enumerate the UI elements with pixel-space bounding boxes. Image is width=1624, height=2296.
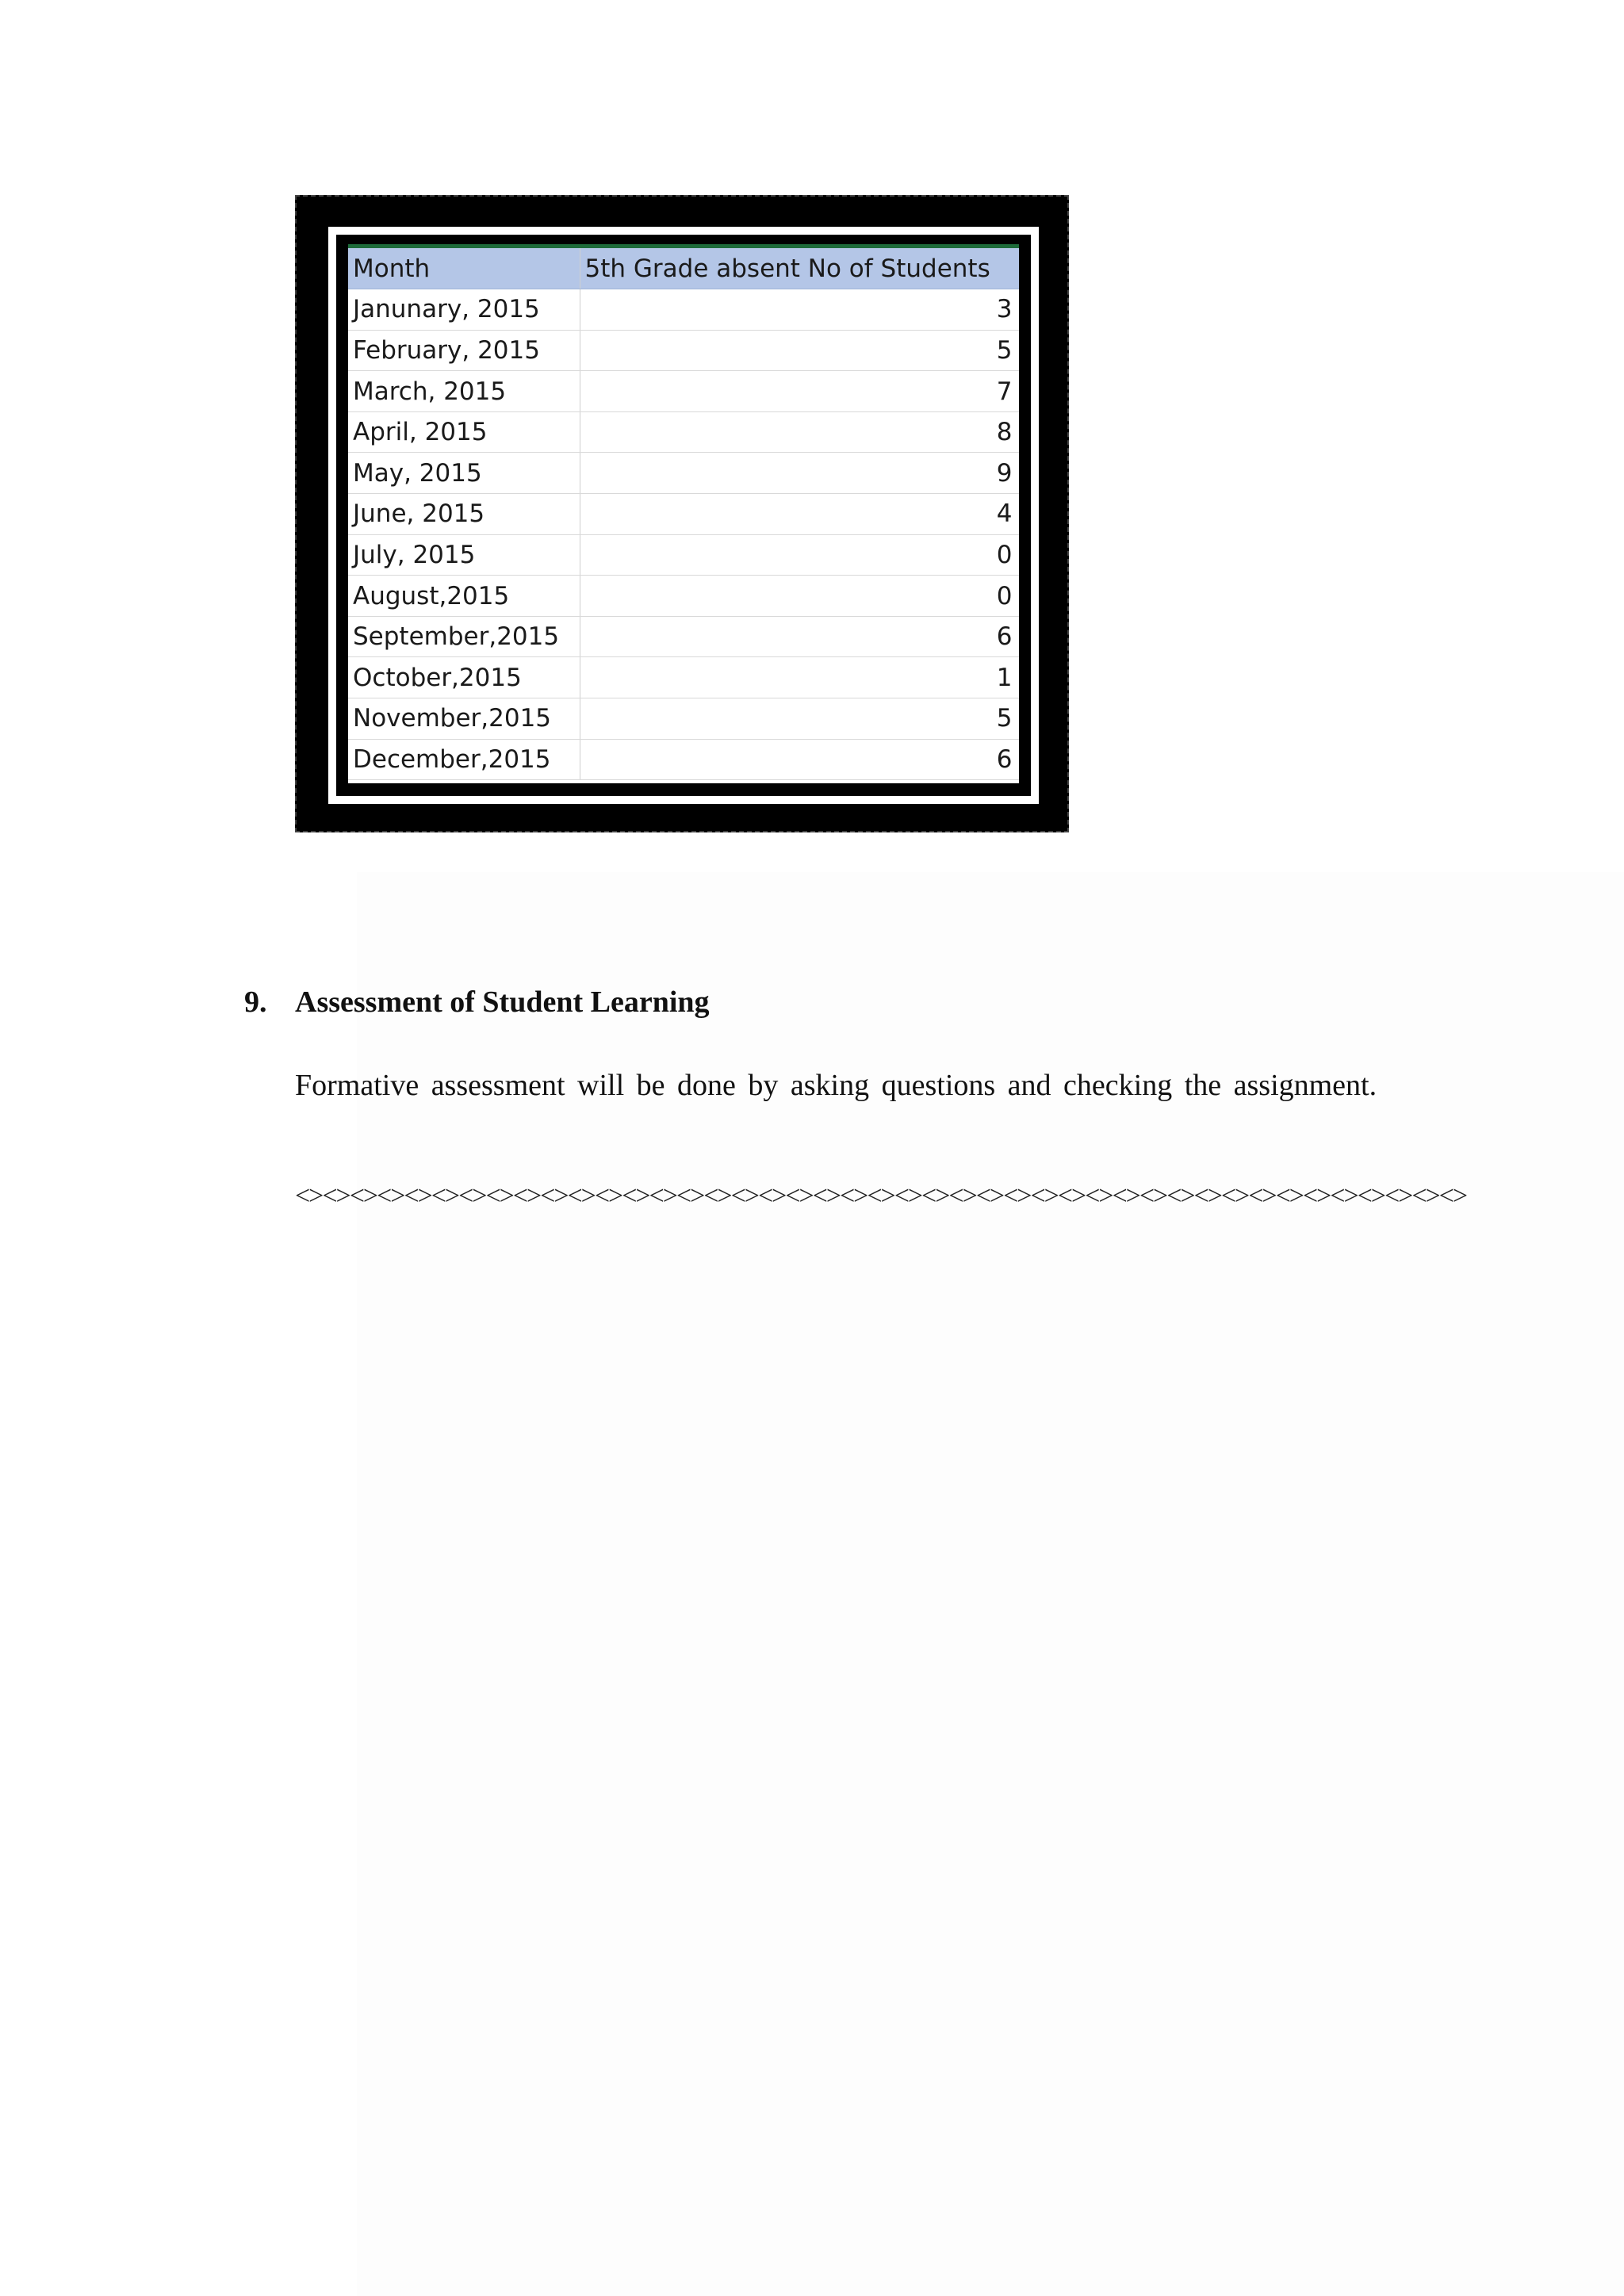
table-row	[348, 371, 1019, 412]
month-cell: February, 2015	[348, 330, 580, 371]
count-cell: 0	[580, 534, 1019, 576]
month-cell: June, 2015	[348, 494, 580, 535]
table-row	[348, 739, 1019, 780]
month-cell: May, 2015	[348, 453, 580, 494]
month-cell: April, 2015	[348, 411, 580, 453]
count-cell: 4	[580, 494, 1019, 535]
table-row	[348, 657, 1019, 698]
section-heading	[244, 985, 710, 1020]
table-row	[348, 698, 1019, 740]
frame-white-border	[328, 227, 1039, 804]
table-row	[348, 411, 1019, 453]
month-cell: October,2015	[348, 657, 580, 698]
header-month: Month	[348, 248, 580, 289]
absence-table	[348, 248, 1019, 780]
count-cell: 6	[580, 616, 1019, 657]
count-cell: 0	[580, 576, 1019, 617]
count-cell: 7	[580, 371, 1019, 412]
month-cell: March, 2015	[348, 371, 580, 412]
month-cell: November,2015	[348, 698, 580, 740]
count-cell: 5	[580, 698, 1019, 740]
decorative-divider: <><><><><><><><><><><><><><><><><><><><><><><><><><><><><><><><><><><><><><><><><><><>	[295, 1181, 1467, 1211]
frame-black-border	[336, 235, 1031, 796]
month-cell: August,2015	[348, 576, 580, 617]
table-image-frame	[295, 195, 1069, 832]
count-cell: 5	[580, 330, 1019, 371]
month-cell: July, 2015	[348, 534, 580, 576]
count-cell: 6	[580, 739, 1019, 780]
table-row	[348, 616, 1019, 657]
count-cell: 9	[580, 453, 1019, 494]
count-cell: 1	[580, 657, 1019, 698]
spreadsheet-snapshot	[348, 244, 1019, 783]
count-cell: 8	[580, 411, 1019, 453]
table-row	[348, 289, 1019, 331]
section-title: Assessment of Student Learning	[295, 985, 710, 1019]
count-cell: 3	[580, 289, 1019, 331]
section-number: 9.	[244, 985, 267, 1019]
table-row	[348, 534, 1019, 576]
table-header-row	[348, 248, 1019, 289]
header-absent-count: 5th Grade absent No of Students	[580, 248, 1019, 289]
month-cell: December,2015	[348, 739, 580, 780]
month-cell: September,2015	[348, 616, 580, 657]
table-row	[348, 576, 1019, 617]
month-cell: Janunary, 2015	[348, 289, 580, 331]
table-row	[348, 330, 1019, 371]
table-row	[348, 494, 1019, 535]
section-body-text: Formative assessment will be done by asking questions and checking the assignment.	[295, 1069, 1377, 1102]
table-row	[348, 453, 1019, 494]
